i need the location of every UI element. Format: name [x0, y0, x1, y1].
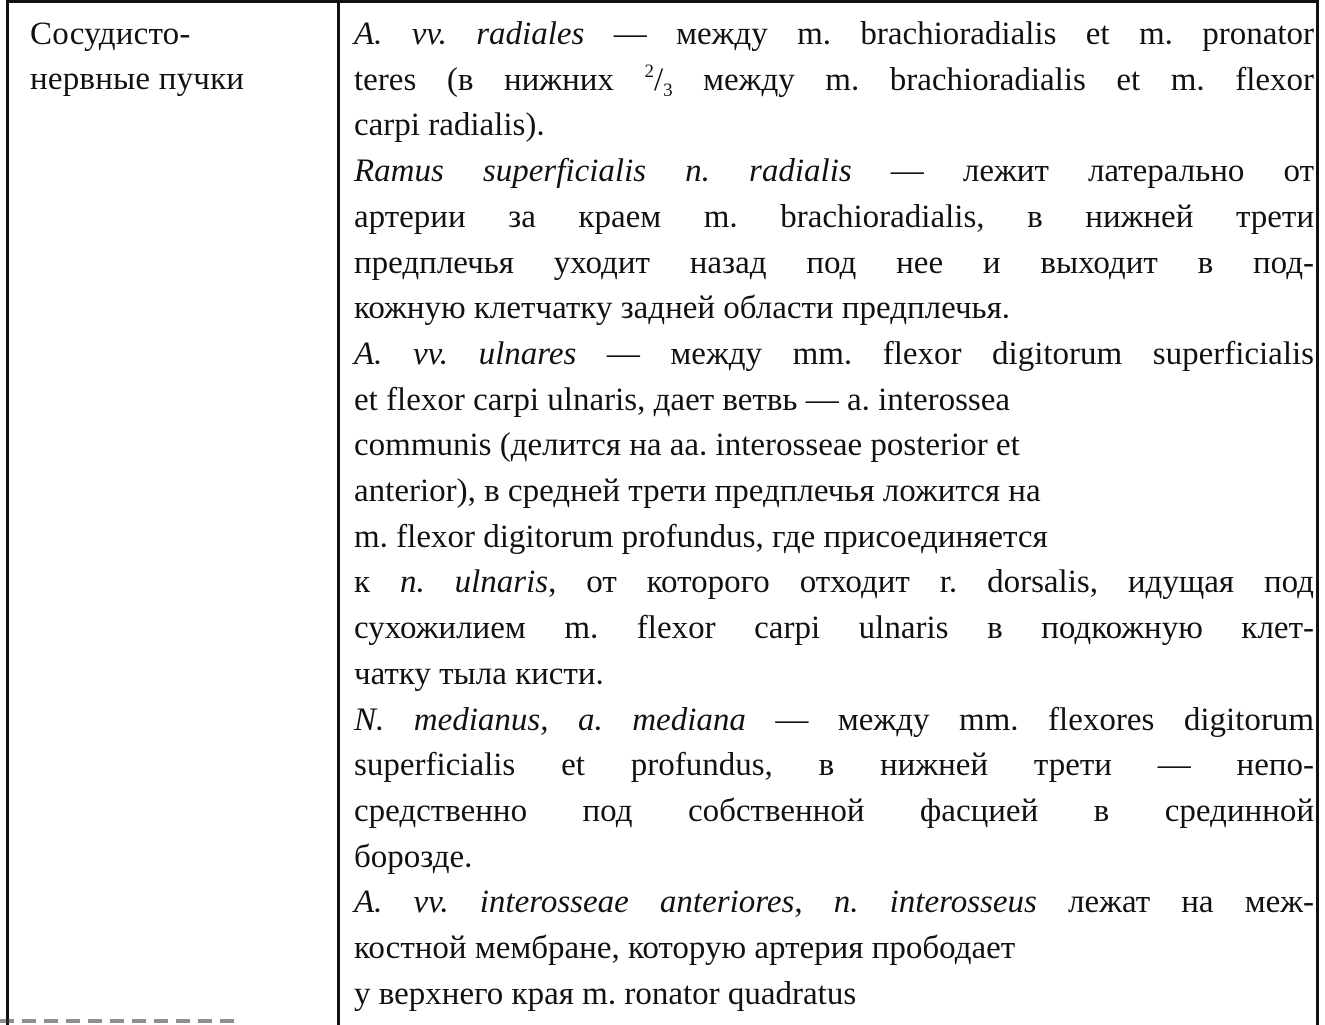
- text-line-19: борозде.: [354, 838, 473, 875]
- term-medianus: N. medianus, a. mediana: [354, 701, 746, 738]
- text-line-2: [354, 58, 1314, 104]
- term-radiales: A. vv. radiales: [354, 16, 585, 52]
- left-header-line-2: нервные пучки: [30, 61, 245, 97]
- term-interosseae-anteriores: A. vv. interosseae anteriores: [354, 884, 795, 921]
- text-line-6: предплечья уходит назад под нее и выходит в под-: [354, 244, 1314, 281]
- text-segment: к: [354, 564, 400, 601]
- text-line-15: чатку тыла кисти.: [354, 655, 604, 692]
- left-header-line-1: Сосудисто-: [30, 16, 191, 52]
- term-ulnares: A. vv. ulnares: [354, 335, 577, 372]
- fraction-denominator: 3: [663, 79, 673, 101]
- text-segment: — между mm. flexor digitorum superficialis: [576, 335, 1315, 372]
- text-segment: — между m. brachioradialis et m. pronator: [584, 16, 1315, 52]
- term-ramus-superficialis: Ramus superficialis n. radialis: [354, 153, 852, 190]
- text-segment: между m. brachioradialis et m. flexor: [672, 61, 1314, 98]
- fraction-numerator: 2: [644, 60, 654, 82]
- text-segment: ,: [794, 884, 834, 921]
- text-line-21: костной мембране, которую артерия прободает: [354, 930, 1016, 967]
- text-line-4: [354, 149, 1314, 195]
- text-line-7: кожную клетчатку задней области предплечья.: [354, 290, 1011, 327]
- text-line-22: у верхнего края m. ronator quadratus: [354, 975, 857, 1012]
- right-content-cell: [354, 12, 1314, 1017]
- term-n-interosseus: n. interosseus: [833, 884, 1037, 921]
- text-segment: — между mm. flexores digitorum: [745, 701, 1314, 738]
- text-line-14: сухожилием m. flexor carpi ulnaris в подкожную клет-: [354, 610, 1314, 647]
- text-line-12: m. flexor digitorum profundus, где присоединяется: [354, 518, 1048, 555]
- text-line-1: [354, 12, 1314, 58]
- text-line-20: [354, 880, 1314, 926]
- text-line-17: superficialis et profundus, в нижней трети — непо-: [354, 747, 1314, 784]
- column-divider: [337, 0, 340, 1025]
- text-line-13: [354, 560, 1314, 606]
- scan-artifact: [0, 1019, 240, 1023]
- text-segment: — лежит латерально от: [851, 153, 1314, 190]
- term-n-ulnaris: n. ulnaris: [399, 564, 549, 601]
- left-header-cell: [30, 12, 325, 102]
- fraction-slash: /: [653, 61, 664, 98]
- text-line-18: средственно под собственной фасцией в срединной: [354, 792, 1314, 829]
- text-line-3: carpi radialis).: [354, 107, 545, 144]
- text-line-9: et flexor carpi ulnaris, дает ветвь — a. interossea: [354, 381, 1011, 418]
- text-line-11: anterior), в средней трети предплечья ложится на: [354, 473, 1041, 510]
- text-line-5: артерии за краем m. brachioradialis, в нижней трети: [354, 198, 1314, 235]
- text-line-16: [354, 698, 1314, 744]
- text-line-10: communis (делится на aa. interosseae posterior et: [354, 427, 1020, 464]
- text-line-8: [354, 332, 1314, 378]
- text-segment: teres (в нижних: [354, 61, 645, 98]
- text-segment: , от которого отходит r. dorsalis, идущая под: [548, 564, 1314, 601]
- text-segment: лежат на меж-: [1036, 884, 1315, 921]
